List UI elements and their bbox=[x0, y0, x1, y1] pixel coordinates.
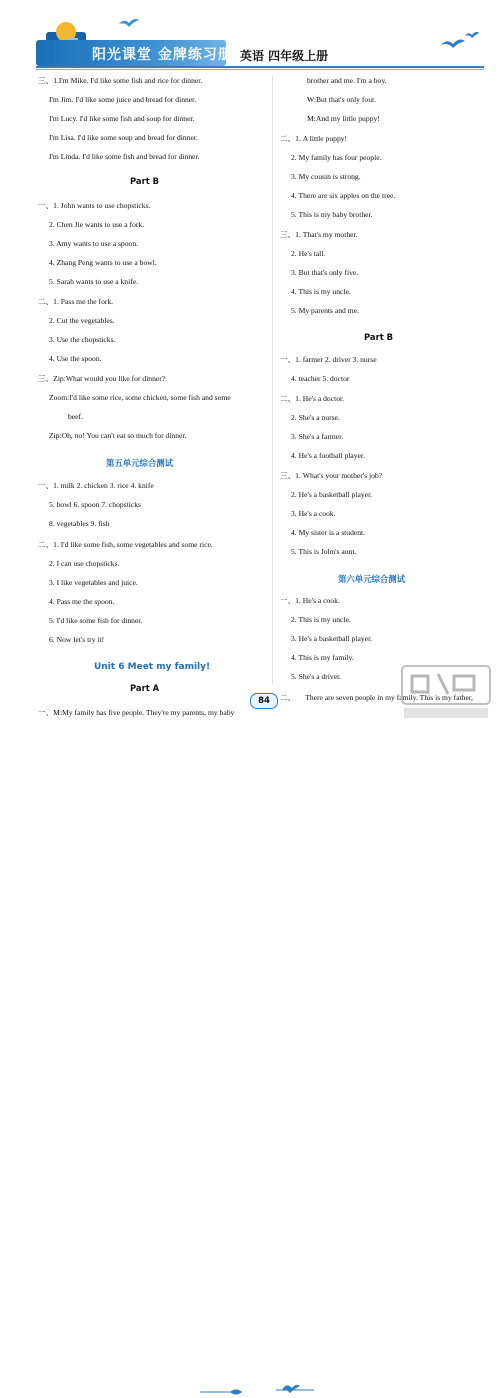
text-line: 4. Pass me the spoon. bbox=[49, 597, 115, 606]
text-line: 2. She's a nurse. bbox=[291, 413, 340, 422]
text-line: 二、1. He's a doctor. bbox=[280, 394, 345, 403]
text-line: 4. This is my uncle. bbox=[291, 287, 351, 296]
text-line: 5. This is John's aunt. bbox=[291, 547, 357, 556]
section-heading: 第六单元综合测试 bbox=[338, 574, 405, 584]
text-line: Zip:Oh, no! You can't eat so much for dinner. bbox=[49, 431, 187, 440]
ornament-icon bbox=[276, 1380, 316, 1398]
column-divider bbox=[272, 76, 273, 684]
section-heading: Part B bbox=[364, 332, 393, 342]
bird-icon bbox=[118, 16, 140, 30]
text-line: 2. This is my uncle. bbox=[291, 615, 351, 624]
text-line: I'm Jim. I'd like some juice and bread for dinner. bbox=[49, 95, 197, 104]
text-line: 3. He's a cook. bbox=[291, 509, 336, 518]
text-line: 4. Zhang Peng wants to use a bowl. bbox=[49, 258, 157, 267]
text-line: 4. teacher 5. doctor bbox=[291, 374, 350, 383]
page-header bbox=[0, 0, 500, 70]
text-line: 6. Now let's try it! bbox=[49, 635, 105, 644]
section-heading: Part B bbox=[130, 176, 159, 186]
header-divider bbox=[36, 69, 484, 70]
text-line: 5. My parents and me. bbox=[291, 306, 359, 315]
text-line: 2. I can use chopsticks. bbox=[49, 559, 120, 568]
text-line: 5. Sarah wants to use a knife. bbox=[49, 277, 138, 286]
text-line: 4. There are six apples on the tree. bbox=[291, 191, 396, 200]
text-line: 三、Zip:What would you like for dinner? bbox=[38, 374, 166, 383]
text-line: 二、 There are seven people in my family. This is my father, bbox=[280, 693, 473, 702]
text-line: 2. My family has four people. bbox=[291, 153, 382, 162]
text-line: 一、M:My family has five people. They're my parents, my baby bbox=[38, 708, 235, 717]
text-line: 三、1. What's your mother's job? bbox=[280, 471, 383, 480]
text-line: 5. This is my baby brother. bbox=[291, 210, 373, 219]
subject-label: 英语 四年级上册 bbox=[240, 49, 329, 63]
text-line: I'm Lucy. I'd like some fish and soup for dinner. bbox=[49, 114, 195, 123]
ornament-icon bbox=[200, 1387, 250, 1397]
text-line: 5. She's a driver. bbox=[291, 672, 342, 681]
section-heading: Part A bbox=[130, 683, 160, 693]
text-line: 一、1. He's a cook. bbox=[280, 596, 340, 605]
text-line: 三、1. That's my mother. bbox=[280, 230, 358, 239]
text-line: I'm Lisa. I'd like some soup and bread for dinner. bbox=[49, 133, 198, 142]
text-line: 3. But that's only five. bbox=[291, 268, 359, 277]
text-line: W:But that's only four. bbox=[307, 95, 377, 104]
section-heading: 第五单元综合测试 bbox=[106, 458, 173, 468]
text-line: 二、1. I'd like some fish, some vegetables and some rice. bbox=[38, 540, 213, 549]
text-line: 3. Amy wants to use a spoon. bbox=[49, 239, 139, 248]
text-line: 5. I'd like some fish for dinner. bbox=[49, 616, 143, 625]
text-line: 二、1. A little puppy! bbox=[280, 134, 348, 143]
text-line: Zoom:I'd like some rice, some chicken, some fish and some bbox=[49, 393, 231, 402]
unit-heading: Unit 6 Meet my family! bbox=[94, 662, 211, 672]
text-line: 二、1. Pass me the fork. bbox=[38, 297, 114, 306]
text-line: 5. bowl 6. spoon 7. chopsticks bbox=[49, 500, 141, 509]
text-line: 3. My cousin is strong. bbox=[291, 172, 361, 181]
text-line: 一、1. farmer 2. driver 3. nurse bbox=[280, 355, 377, 364]
header-divider bbox=[36, 66, 484, 68]
page-number: 84 bbox=[250, 693, 278, 709]
text-line: 2. He's tall. bbox=[291, 249, 326, 258]
text-line: 2. Chen Jie wants to use a fork. bbox=[49, 220, 145, 229]
text-line: 2. Cut the vegetables. bbox=[49, 316, 115, 325]
bird-icon bbox=[464, 30, 480, 40]
text-line: 4. He's a football player. bbox=[291, 451, 365, 460]
text-line: 3. She's a farmer. bbox=[291, 432, 344, 441]
text-line: 4. My sister is a student. bbox=[291, 528, 366, 537]
watermark-stamp-icon bbox=[398, 662, 494, 724]
text-line: 2. He's a basketball player. bbox=[291, 490, 373, 499]
text-line: 3. Use the chopsticks. bbox=[49, 335, 116, 344]
text-line: 三、1.I'm Mike. I'd like some fish and rice for dinner. bbox=[38, 76, 203, 85]
book-title: 阳光课堂 金牌练习册 bbox=[92, 47, 233, 63]
text-line: M:And my little puppy! bbox=[307, 114, 380, 123]
bird-icon bbox=[440, 36, 466, 50]
text-line: 一、1. milk 2. chicken 3. rice 4. knife bbox=[38, 481, 154, 490]
text-line: brother and me. I'm a boy. bbox=[307, 76, 387, 85]
text-line: 4. Use the spoon. bbox=[49, 354, 102, 363]
text-line: I'm Linda. I'd like some fish and bread for dinner. bbox=[49, 152, 200, 161]
text-line: 一、1. John wants to use chopsticks. bbox=[38, 201, 151, 210]
text-line: beef. bbox=[68, 412, 83, 421]
text-line: 3. He's a basketball player. bbox=[291, 634, 373, 643]
text-line: 3. I like vegetables and juice. bbox=[49, 578, 138, 587]
text-line: 4. This is my family. bbox=[291, 653, 354, 662]
text-line: 8. vegetables 9. fish bbox=[49, 519, 110, 528]
